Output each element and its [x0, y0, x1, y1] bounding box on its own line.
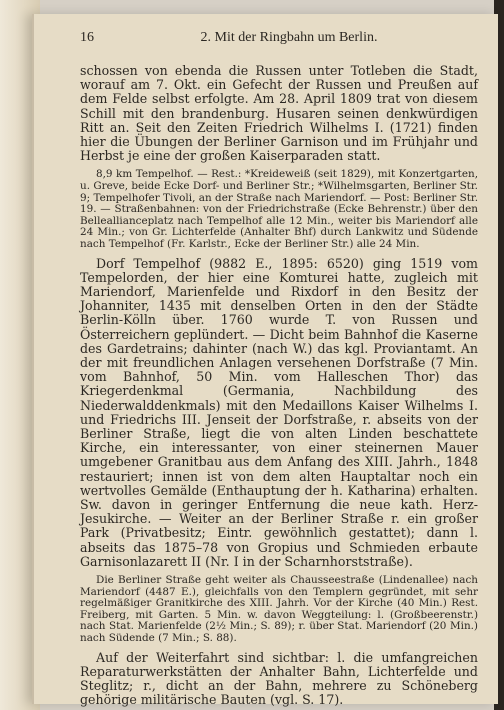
- chapter-title: 2. Mit der Ringbahn um Berlin.: [200, 30, 378, 45]
- paragraph-berliner-strasse: Die Berliner Straße geht weiter als Chausseestraße (Lindenallee) nach Mariendorf (4487 E.), gleichfalls von den Templern gegründet, mit sehr regelmäßiger Granitkirche des XIII. Jahrh. Vor der Kirche (40 Min.) Rest. Freiberg, mit Garten. 5 Min. w. davon Weggteilung: l. (Großbeerenstr.) nach Stat. Marienfelde (2½ Min.; S. 89); r. über Stat. Mariendorf (20 Min.) nach Südende (7 Min.; S. 88).: [80, 574, 478, 645]
- paragraph-tempelhof-info: 8,9 km Tempelhof. — Rest.: *Kreideweiß (seit 1829), mit Konzertgarten, u. Greve, beide Ecke Dorf- und Berliner Str.; *Wilhelmsgarten, Berliner Str. 9; Tempelhofer Tivoli, an der Straße nach Mariendorf. — Post: Berliner Str. 19. — Straßenbahnen: von der Friedrichstraße (Ecke Behrenstr.) über den Belleallianceplatz nach Tempelhof alle 12 Min., weiter bis Mariendorf alle 24 Min.; von Gr. Lichterfelde (Anhalter Bhf) durch Lankwitz und Südende nach Tempelhof (Fr. Karlstr., Ecke der Berliner Str.) alle 24 Min.: [80, 168, 478, 250]
- paragraph-totleben: schossen von ebenda die Russen unter Totleben die Stadt, worauf am 7. Okt. ein Gefecht der Russen und Preußen auf dem Felde selbst erfolgte. Am 28. April 1809 trat von diesem Schill mit den brandenburg. Husaren seinen denkwürdigen Ritt an. Seit den Zeiten Friedrich Wilhelms I. (1721) finden hier die Übungen der Berliner Garnison und im Frühjahr und Herbst je eine der großen Kaiserparaden statt.: [80, 63, 478, 164]
- paragraph-dorf-tempelhof: Dorf Tempelhof (9882 E., 1895: 6520) ging 1519 vom Tempelorden, der hier eine Komturei hatte, zugleich mit Mariendorf, Marienfelde und Rixdorf in den Besitz der Johanniter, 1435 mit denselben Orten in den der Städte Berlin-Kölln über. 1760 wurde T. von Russen und Österreichern geplündert. — Dicht beim Bahnhof die Kaserne des Gardetrains; dahinter (nach W.) das kgl. Proviantamt. An der mit freundlichen Anlagen versehenen Dorfstraße (7 Min. vom Bahnhof, 50 Min. vom Halleschen Thor) das Kriegerdenkmal (Germania, Nachbildung des Niederwalddenkmals) mit den Medaillons Kaiser Wilhelms I. und Friedrichs III. Jenseit der Dorfstraße, r. abseits von der Berliner Straße, liegt die von alten Linden beschattete Kirche, ein interessanter, von einer steinernen Mauer umgebener Granitbau aus dem Anfang des XIII. Jahrh., 1848 restauriert; innen ist von dem alten Hauptaltar noch ein wertvolles Gemälde (Enthauptung der h. Katharina) erhalten. Sw. davon in geringer Entfernung die neue kath. Herz-Jesukirche. — Weiter an der Berliner Straße r. ein großer Park (Privatbesitz; Eintr. gewöhnlich gestattet); dann l. abseits das 1875–78 von Gropius und Schmieden erbaute Garnisonlazarett II (Nr. I in der Scharnhorststraße).: [80, 255, 478, 569]
- page-content: [80, 30, 478, 707]
- running-head: [80, 30, 478, 46]
- page-number: 16: [80, 30, 94, 45]
- paragraph-weiterfahrt: Auf der Weiterfahrt sind sichtbar: l. die umfangreichen Reparaturwerkstätten der Anhalter Bahn, Lichterfelde und Steglitz; r., dicht an der Bahn, mehrere zu Schöneberg gehörige militärische Bauten (vgl. S. 17).: [80, 649, 478, 708]
